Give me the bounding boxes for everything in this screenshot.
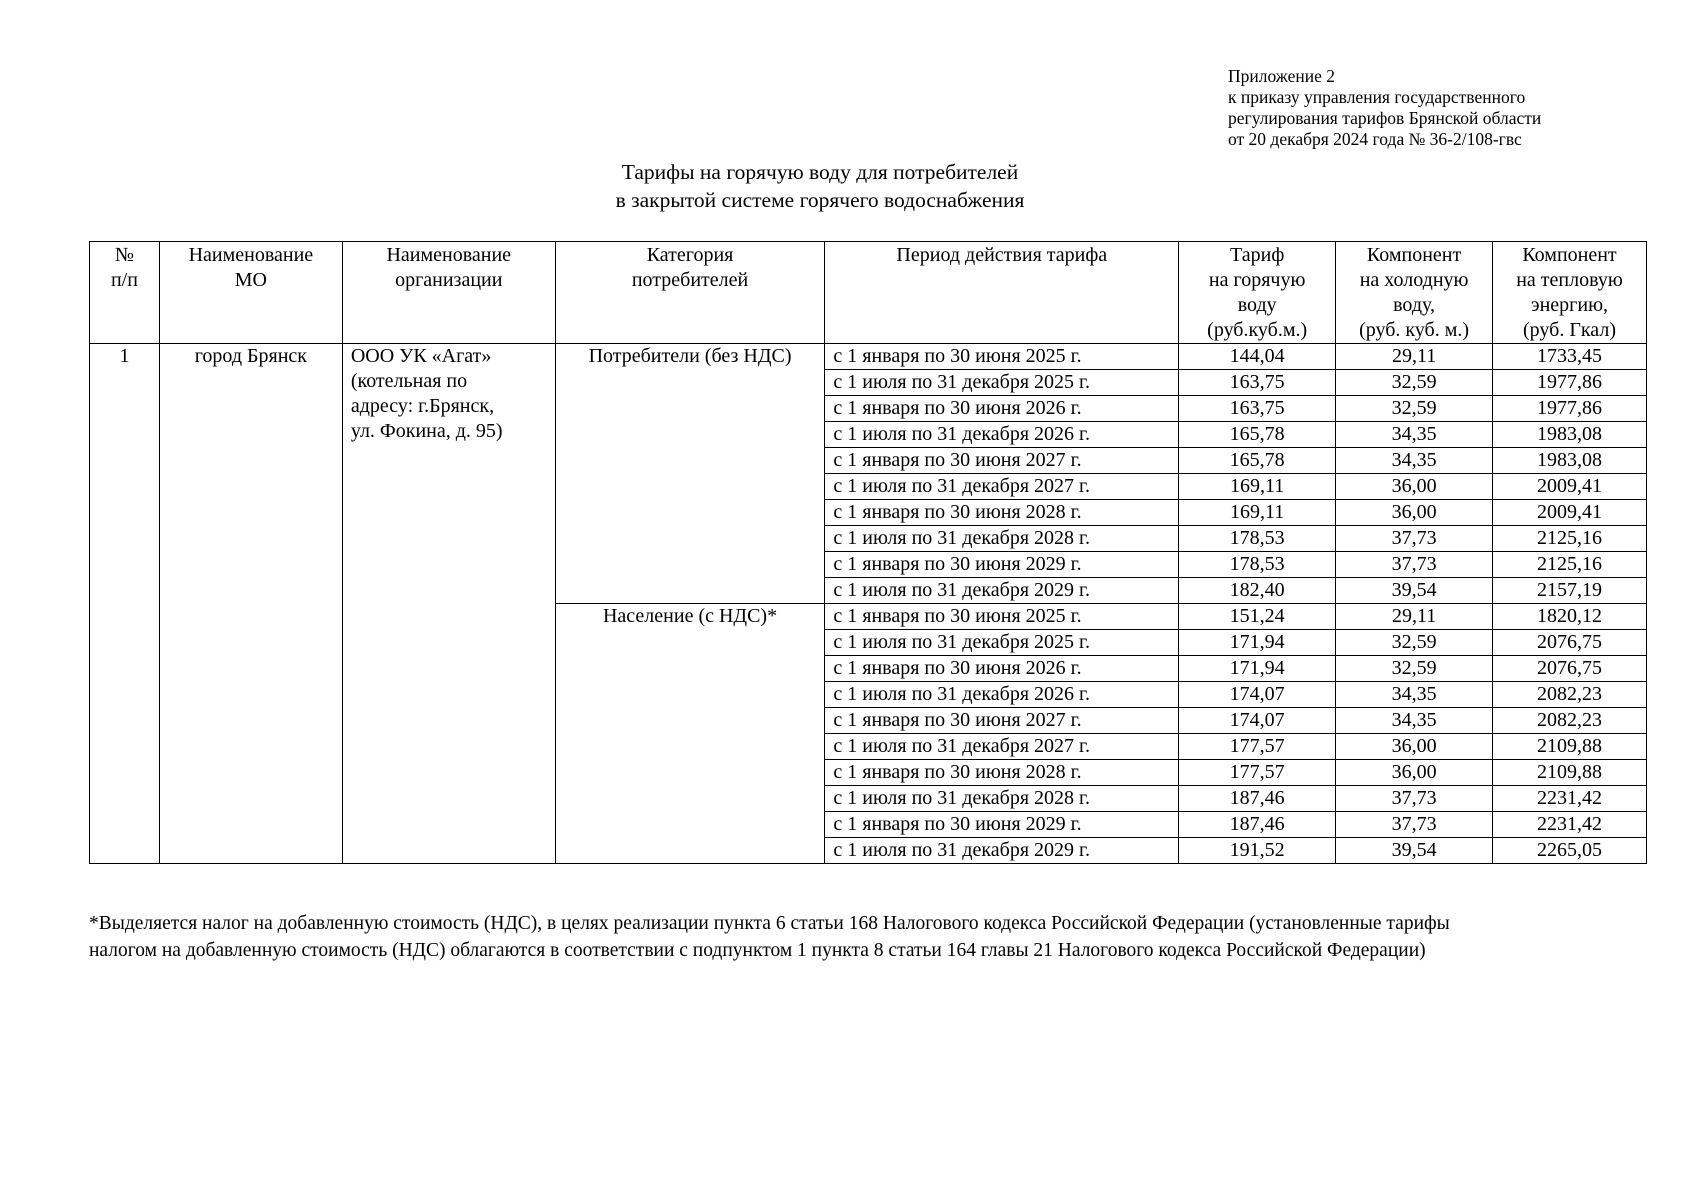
hot-water-tariff: 171,94 (1179, 630, 1336, 656)
heat-energy-component: 2125,16 (1493, 552, 1647, 578)
header-period: Период действия тарифа (825, 242, 1179, 344)
title-line-1: Тарифы на горячую воду для потребителей (621, 160, 1019, 184)
hot-water-tariff: 187,46 (1179, 786, 1336, 812)
tariff-period: с 1 июля по 31 декабря 2029 г. (825, 838, 1179, 864)
heat-energy-component: 2125,16 (1493, 526, 1647, 552)
footnote-line-2: налогом на добавленную стоимость (НДС) облагаются в соответствии с подпунктом 1 пункта 8 статьи 164 главы 21 Налогового кодекса Российской Федерации) (89, 940, 1426, 961)
cold-water-component: 39,54 (1336, 578, 1493, 604)
annex-line-4: от 20 декабря 2024 года № 36-2/108-гвс (1228, 129, 1522, 149)
heat-energy-component: 2076,75 (1493, 630, 1647, 656)
tariff-period: с 1 июля по 31 декабря 2029 г. (825, 578, 1179, 604)
cold-water-component: 37,73 (1336, 786, 1493, 812)
heat-energy-component: 2082,23 (1493, 682, 1647, 708)
header-heat-component: Компонент на тепловую энергию, (руб. Гкал) (1493, 242, 1647, 344)
tariff-table (89, 241, 1647, 864)
tariff-period: с 1 января по 30 июня 2028 г. (825, 760, 1179, 786)
heat-energy-component: 2009,41 (1493, 500, 1647, 526)
header-tariff: Тариф на горячую воду (руб.куб.м.) (1179, 242, 1336, 344)
heat-energy-component: 2109,88 (1493, 734, 1647, 760)
consumer-category: Население (с НДС)* (555, 604, 825, 864)
heat-energy-component: 2265,05 (1493, 838, 1647, 864)
tariff-period: с 1 июля по 31 декабря 2027 г. (825, 474, 1179, 500)
cold-water-component: 36,00 (1336, 760, 1493, 786)
tariff-period: с 1 июля по 31 декабря 2026 г. (825, 422, 1179, 448)
cold-water-component: 29,11 (1336, 604, 1493, 630)
cold-water-component: 34,35 (1336, 682, 1493, 708)
tariff-period: с 1 января по 30 июня 2026 г. (825, 656, 1179, 682)
document-title (480, 158, 1160, 214)
cold-water-component: 34,35 (1336, 422, 1493, 448)
heat-energy-component: 2231,42 (1493, 786, 1647, 812)
hot-water-tariff: 163,75 (1179, 396, 1336, 422)
hot-water-tariff: 163,75 (1179, 370, 1336, 396)
heat-energy-component: 2157,19 (1493, 578, 1647, 604)
tariff-period: с 1 января по 30 июня 2029 г. (825, 812, 1179, 838)
heat-energy-component: 2109,88 (1493, 760, 1647, 786)
cold-water-component: 36,00 (1336, 500, 1493, 526)
hot-water-tariff: 165,78 (1179, 448, 1336, 474)
tariff-period: с 1 января по 30 июня 2029 г. (825, 552, 1179, 578)
tariff-period: с 1 июля по 31 декабря 2025 г. (825, 630, 1179, 656)
annex-line-2: к приказу управления государственного (1228, 87, 1526, 107)
hot-water-tariff: 144,04 (1179, 344, 1336, 370)
hot-water-tariff: 177,57 (1179, 734, 1336, 760)
hot-water-tariff: 178,53 (1179, 526, 1336, 552)
hot-water-tariff: 191,52 (1179, 838, 1336, 864)
consumer-category: Потребители (без НДС) (555, 344, 825, 604)
hot-water-tariff: 187,46 (1179, 812, 1336, 838)
tariff-period: с 1 января по 30 июня 2027 г. (825, 708, 1179, 734)
tariff-period: с 1 января по 30 июня 2027 г. (825, 448, 1179, 474)
cold-water-component: 32,59 (1336, 370, 1493, 396)
tariff-period: с 1 июля по 31 декабря 2025 г. (825, 370, 1179, 396)
hot-water-tariff: 165,78 (1179, 422, 1336, 448)
header-row (90, 242, 1647, 344)
tariff-period: с 1 января по 30 июня 2025 г. (825, 344, 1179, 370)
heat-energy-component: 1983,08 (1493, 448, 1647, 474)
cold-water-component: 36,00 (1336, 474, 1493, 500)
tariff-period: с 1 января по 30 июня 2025 г. (825, 604, 1179, 630)
heat-energy-component: 2231,42 (1493, 812, 1647, 838)
cold-water-component: 39,54 (1336, 838, 1493, 864)
row-number: 1 (90, 344, 160, 864)
tariff-period: с 1 июля по 31 декабря 2028 г. (825, 786, 1179, 812)
hot-water-tariff: 177,57 (1179, 760, 1336, 786)
annex-reference (1228, 66, 1541, 150)
cold-water-component: 32,59 (1336, 396, 1493, 422)
cold-water-component: 34,35 (1336, 708, 1493, 734)
organization-line: ООО УК «Агат» (350, 345, 492, 367)
heat-energy-component: 2082,23 (1493, 708, 1647, 734)
municipality-name: город Брянск (159, 344, 342, 864)
hot-water-tariff: 151,24 (1179, 604, 1336, 630)
header-org: Наименование организации (342, 242, 555, 344)
heat-energy-component: 1733,45 (1493, 344, 1647, 370)
hot-water-tariff: 178,53 (1179, 552, 1336, 578)
tariff-period: с 1 января по 30 июня 2026 г. (825, 396, 1179, 422)
cold-water-component: 37,73 (1336, 812, 1493, 838)
cold-water-component: 29,11 (1336, 344, 1493, 370)
footnote (89, 910, 1649, 964)
tariff-period: с 1 июля по 31 декабря 2028 г. (825, 526, 1179, 552)
header-num: № п/п (90, 242, 160, 344)
heat-energy-component: 1977,86 (1493, 396, 1647, 422)
cold-water-component: 37,73 (1336, 552, 1493, 578)
hot-water-tariff: 174,07 (1179, 708, 1336, 734)
header-cold-component: Компонент на холодную воду, (руб. куб. м.) (1336, 242, 1493, 344)
hot-water-tariff: 169,11 (1179, 500, 1336, 526)
cold-water-component: 37,73 (1336, 526, 1493, 552)
annex-line-1: Приложение 2 (1228, 66, 1336, 86)
hot-water-tariff: 182,40 (1179, 578, 1336, 604)
heat-energy-component: 1977,86 (1493, 370, 1647, 396)
organization-line: ул. Фокина, д. 95) (350, 420, 503, 442)
cold-water-component: 32,59 (1336, 630, 1493, 656)
organization-name (342, 344, 555, 864)
hot-water-tariff: 169,11 (1179, 474, 1336, 500)
cold-water-component: 32,59 (1336, 656, 1493, 682)
table-row (90, 344, 1647, 370)
organization-line: адресу: г.Брянск, (350, 395, 495, 417)
title-line-2: в закрытой системе горячего водоснабжения (615, 188, 1025, 212)
footnote-line-1: *Выделяется налог на добавленную стоимость (НДС), в целях реализации пункта 6 статьи 168 Налогового кодекса Российской Федерации (установленные тарифы (89, 913, 1450, 934)
tariff-period: с 1 июля по 31 декабря 2027 г. (825, 734, 1179, 760)
heat-energy-component: 2076,75 (1493, 656, 1647, 682)
header-mo: Наименование МО (159, 242, 342, 344)
header-category: Категория потребителей (555, 242, 825, 344)
tariff-period: с 1 июля по 31 декабря 2026 г. (825, 682, 1179, 708)
hot-water-tariff: 171,94 (1179, 656, 1336, 682)
cold-water-component: 34,35 (1336, 448, 1493, 474)
heat-energy-component: 2009,41 (1493, 474, 1647, 500)
heat-energy-component: 1983,08 (1493, 422, 1647, 448)
cold-water-component: 36,00 (1336, 734, 1493, 760)
organization-line: (котельная по (350, 370, 468, 392)
annex-line-3: регулирования тарифов Брянской области (1228, 108, 1542, 128)
tariff-period: с 1 января по 30 июня 2028 г. (825, 500, 1179, 526)
heat-energy-component: 1820,12 (1493, 604, 1647, 630)
hot-water-tariff: 174,07 (1179, 682, 1336, 708)
